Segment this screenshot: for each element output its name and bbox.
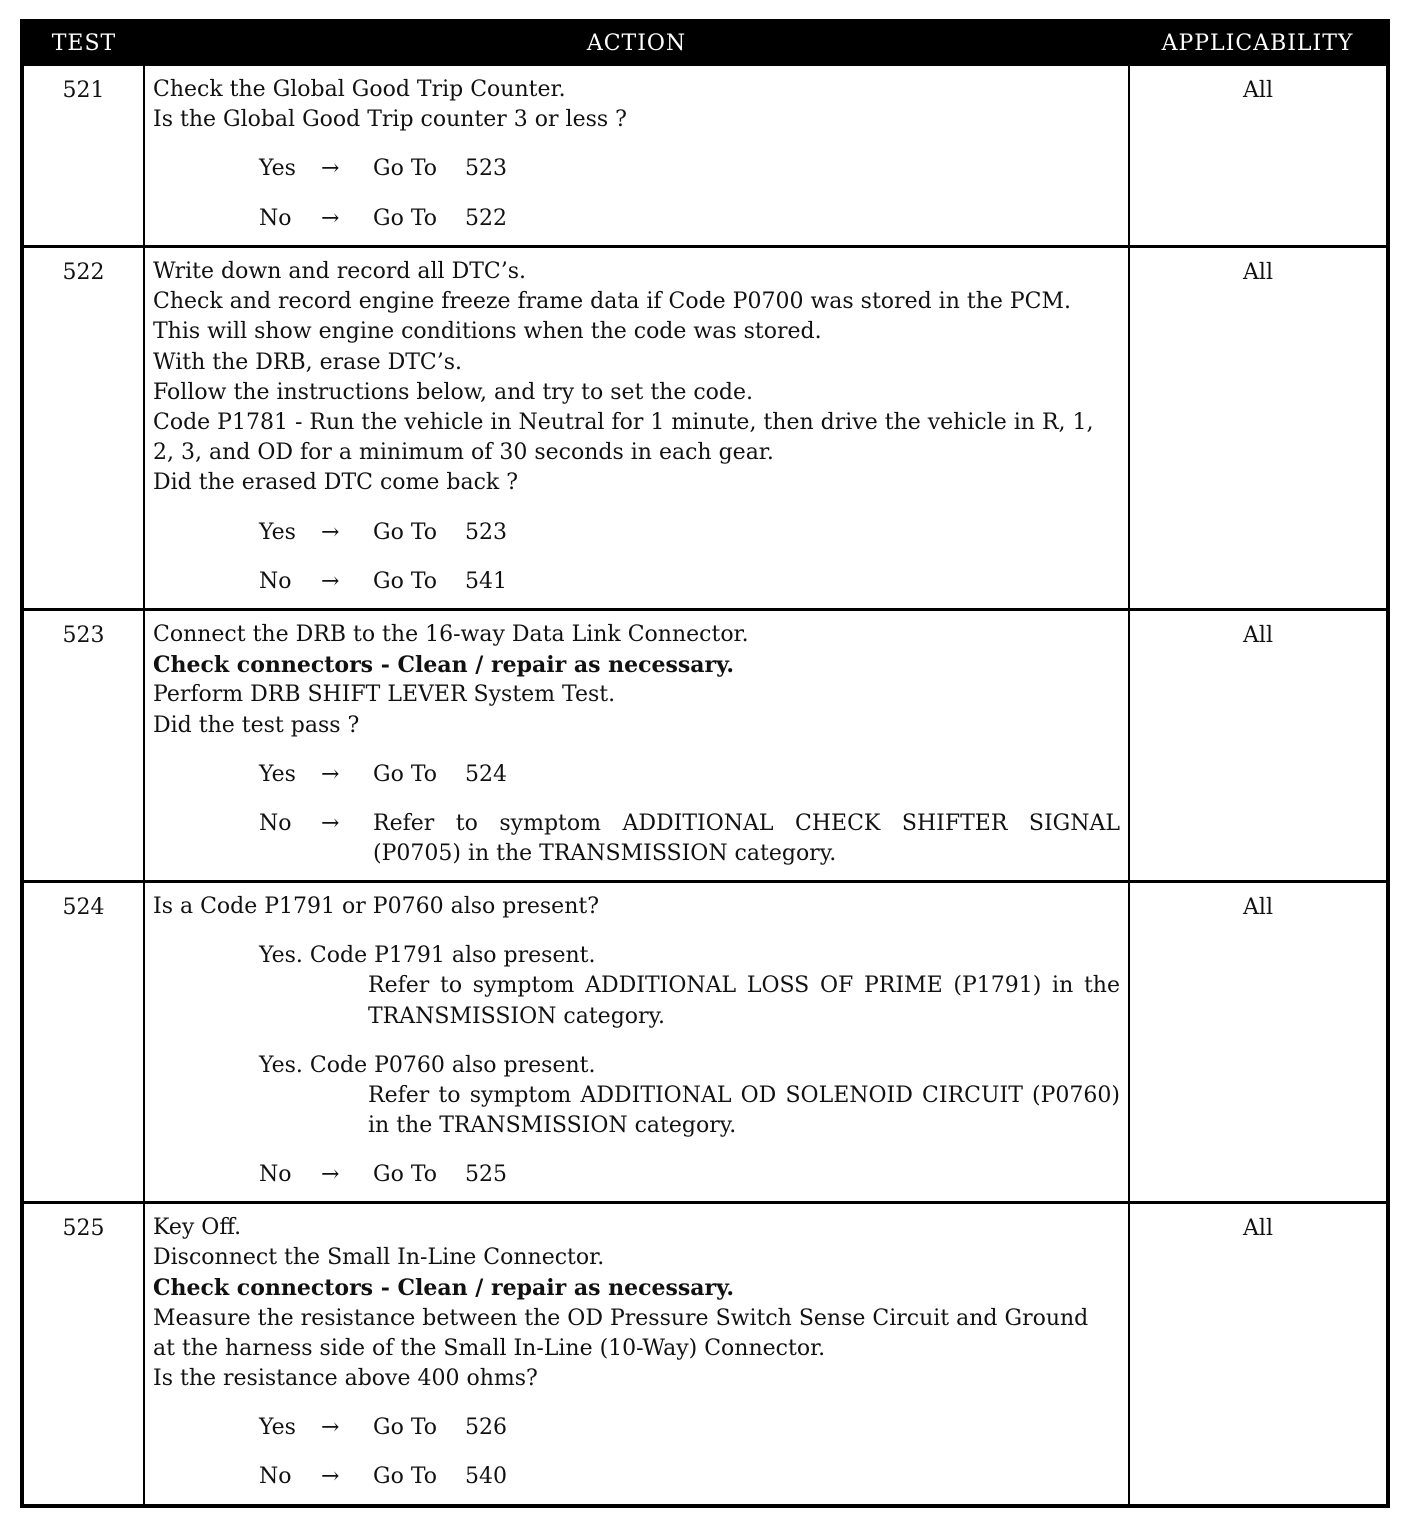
action-line: Code P1781 - Run the vehicle in Neutral for 1 minute, then drive the vehicle in R, 1, [153,410,1094,436]
answer-yes [259,760,1120,790]
arrow-icon: → [321,1464,340,1490]
answer-no [259,1462,1120,1492]
action-cell [144,1203,1129,1506]
applicability-cell: All [1129,610,1388,882]
answer-label: Yes [259,519,296,545]
answer-label: No [259,1162,292,1188]
header-action: ACTION [144,21,1129,65]
answer-label: Yes [259,1415,296,1441]
answer-label: No [259,811,292,837]
action-line: Key Off. [153,1215,242,1240]
arrow-icon: → [321,519,340,545]
goto-target: 524 [465,761,507,787]
action-line: Measure the resistance between the OD Pressure Switch Sense Circuit and Ground [153,1305,1089,1331]
answer-no [153,1160,1120,1190]
goto-target: 540 [465,1464,507,1490]
arrow-icon: → [321,156,340,182]
test-number: 525 [22,1203,144,1506]
answer-label: No [259,1464,292,1490]
action-line: Check and record engine freeze frame data if Code P0700 was stored in the PCM. [153,289,1072,315]
arrow-icon: → [321,761,340,787]
action-line: Is a Code P1791 or P0760 also present? [153,894,599,919]
header-row [22,21,1388,65]
applicability-cell: All [1129,65,1388,247]
diagnostic-test-table [20,19,1390,1508]
answer-no [259,204,1120,234]
header-test: TEST [22,21,144,65]
goto-text: Go To [373,1162,438,1188]
action-line-bold: Check connectors - Clean / repair as necessary. [153,652,735,679]
answer-no [259,567,1120,597]
answer-label: No [259,205,292,231]
answer-label: Yes [259,156,296,182]
table-row [22,65,1388,247]
action-cell [144,610,1129,882]
arrow-icon: → [321,1162,340,1188]
arrow-icon: → [321,1415,340,1441]
sub-condition-head: Yes. Code P1791 also present. [259,943,596,969]
applicability-cell: All [1129,1203,1388,1506]
sub-condition [153,941,1120,1032]
answer-list [153,518,1120,597]
action-line: 2, 3, and OD for a minimum of 30 seconds in each gear. [153,440,774,466]
answer-yes [259,154,1120,184]
test-number: 523 [22,610,144,882]
arrow-icon: → [321,568,340,594]
action-line: Is the resistance above 400 ohms? [153,1366,538,1392]
answer-label: Yes [259,761,296,787]
goto-text: Go To [373,1464,438,1490]
action-line: Did the test pass ? [153,712,360,738]
applicability-cell: All [1129,882,1388,1203]
table-row [22,882,1388,1203]
action-line: Check the Global Good Trip Counter. [153,77,566,102]
sub-condition-body: Refer to symptom ADDITIONAL LOSS OF PRIME (P1791) in the TRANSMISSION category. [368,973,1120,1029]
goto-text: Go To [373,156,438,182]
arrow-icon: → [321,205,340,231]
action-cell [144,65,1129,247]
action-cell [144,882,1129,1203]
goto-text: Go To [373,1415,438,1441]
action-line: at the harness side of the Small In-Line (10-Way) Connector. [153,1335,826,1361]
sub-condition-body: Refer to symptom ADDITIONAL OD SOLENOID CIRCUIT (P0760) in the TRANSMISSION category. [368,1083,1120,1139]
answer-list [153,154,1120,233]
action-line: Write down and record all DTC’s. [153,259,527,284]
goto-target: 525 [465,1162,507,1188]
answer-yes [259,1413,1120,1443]
action-cell [144,247,1129,610]
header-applicability: APPLICABILITY [1129,21,1388,65]
sub-condition [153,1051,1120,1142]
action-line: Connect the DRB to the 16-way Data Link Connector. [153,622,749,647]
answer-yes [259,518,1120,548]
goto-target: 523 [465,156,507,182]
goto-target: 523 [465,519,507,545]
goto-text: Go To [373,568,438,594]
arrow-icon: → [321,811,340,837]
action-line: This will show engine conditions when the code was stored. [153,319,822,345]
answer-label: No [259,568,292,594]
table-row [22,247,1388,610]
test-number: 524 [22,882,144,1203]
action-line-bold: Check connectors - Clean / repair as necessary. [153,1275,735,1302]
goto-target: 526 [465,1415,507,1441]
answer-list [153,760,1120,870]
answer-list [153,1413,1120,1492]
answer-no [259,809,1120,869]
test-number: 522 [22,247,144,610]
action-line: Disconnect the Small In-Line Connector. [153,1245,605,1271]
refer-text: Refer to symptom ADDITIONAL CHECK SHIFTER SIGNAL (P0705) in the TRANSMISSION category. [373,811,1120,867]
action-line: With the DRB, erase DTC’s. [153,349,463,375]
goto-text: Go To [373,519,438,545]
goto-text: Go To [373,761,438,787]
sub-condition-head: Yes. Code P0760 also present. [259,1052,596,1078]
goto-text: Go To [373,205,438,231]
goto-target: 522 [465,205,507,231]
table-row [22,1203,1388,1506]
action-line: Did the erased DTC come back ? [153,470,519,496]
applicability-cell: All [1129,247,1388,610]
action-line: Is the Global Good Trip counter 3 or less ? [153,107,627,133]
action-line: Perform DRB SHIFT LEVER System Test. [153,682,616,708]
table-row [22,610,1388,882]
action-line: Follow the instructions below, and try to set the code. [153,379,754,405]
goto-target: 541 [465,568,507,594]
test-number: 521 [22,65,144,247]
